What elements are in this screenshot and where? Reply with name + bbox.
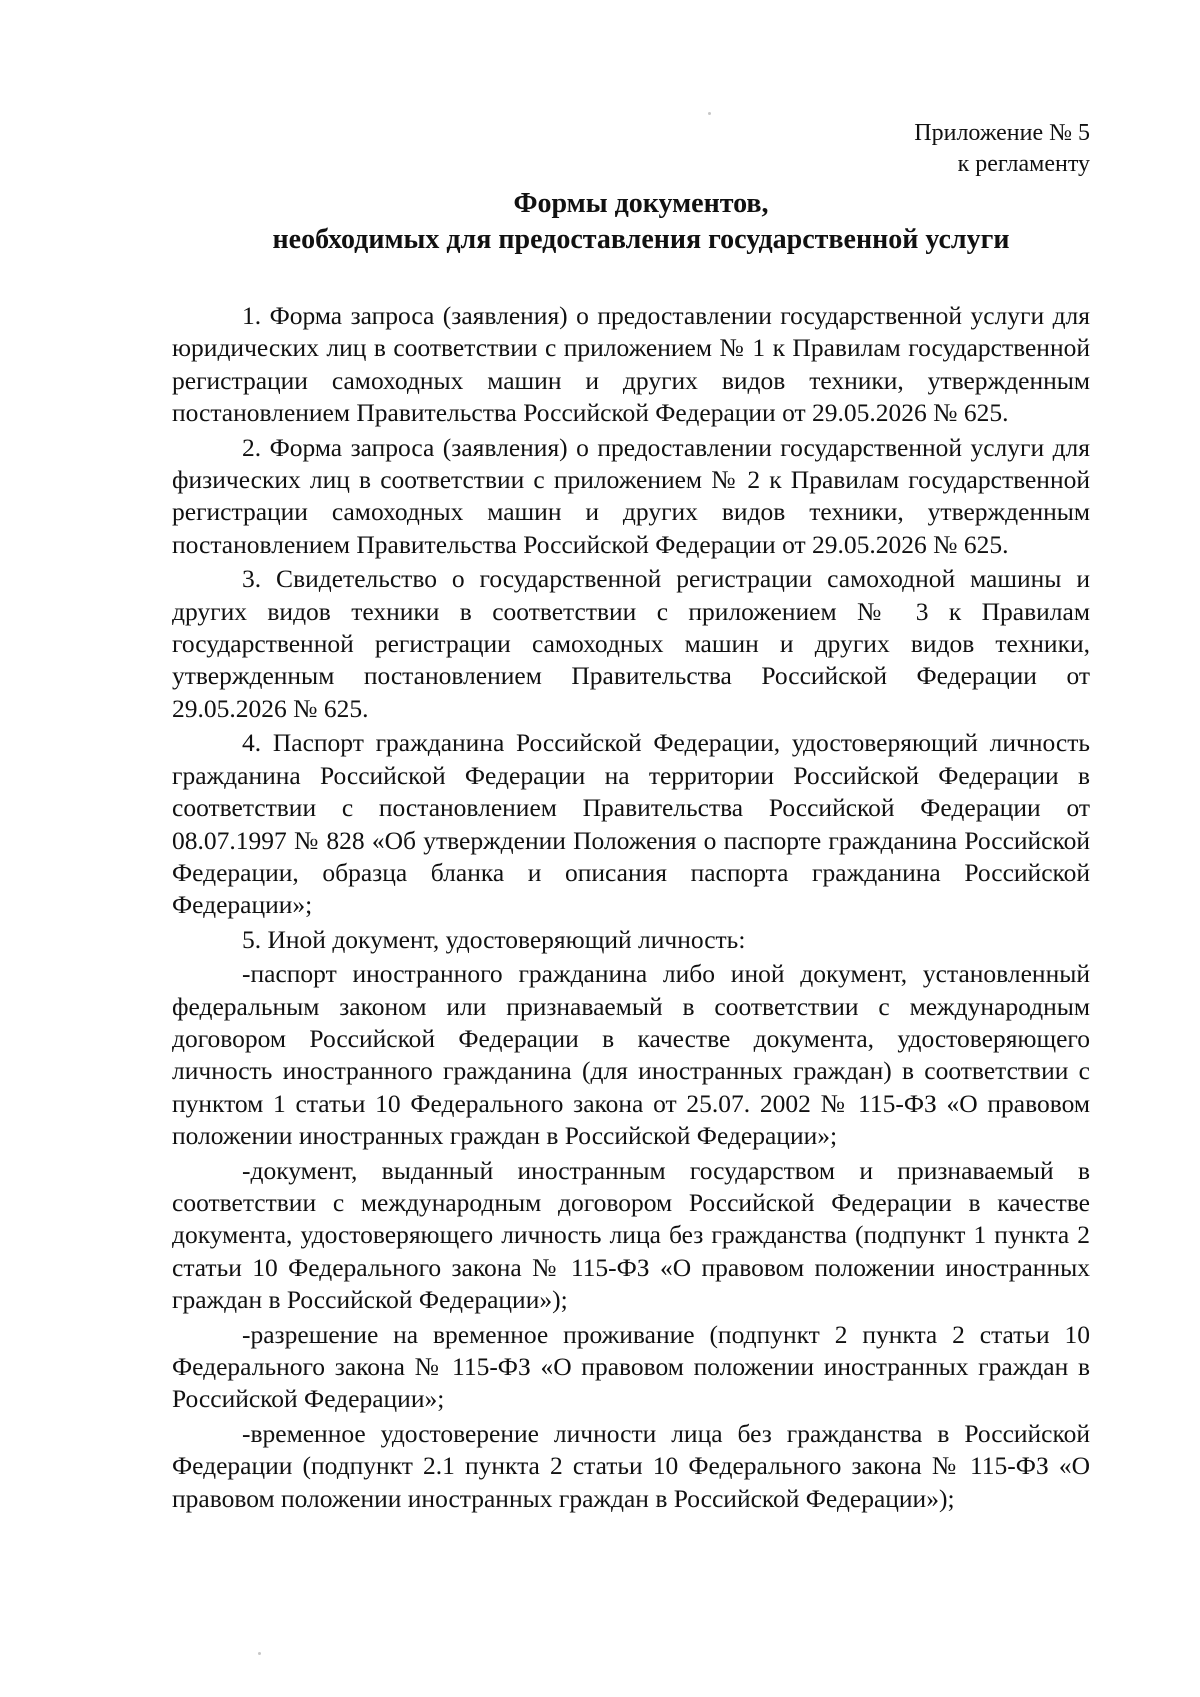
paragraph-7: -документ, выданный иностранным государством и признаваемый в соответствии с международным договором Российской Федерации в качестве документа, удостоверяющего личность лица без гражданства (подпункт 1 пункта 2 статьи 10 Федерального закона № 115-ФЗ «О правовом положении иностранных граждан в Российской Федерации»); bbox=[172, 1155, 1090, 1315]
paragraph-1: 1. Форма запроса (заявления) о предоставлении государственной услуги для юридических лиц в соответствии с приложением № 1 к Правилам государственной регистрации самоходных машин и других видов техники, утвержденным постановлением Правительства Российской Федерации от 29.05.2026 № 625. bbox=[172, 301, 1090, 428]
scan-speck bbox=[258, 1652, 261, 1655]
paragraph-3: 3. Свидетельство о государственной регистрации самоходной машины и других видов техники в соответствии с приложением № 3 к Правилам государственной регистрации самоходных машин и других видов техники, утвержденным постановлением Правительства Российской Федерации от 29.05.2026 № 625. bbox=[172, 564, 1090, 723]
annex-regulation: к регламенту bbox=[957, 151, 1090, 177]
scan-speck bbox=[708, 112, 711, 115]
paragraph-4: 4. Паспорт гражданина Российской Федерации, удостоверяющий личность гражданина Российской Федерации на территории Российской Федерации в соответствии с постановлением Правительства Российской Федерации от 08.07.1997 № 828 «Об утверждении Положения о паспорте гражданина Российской Федерации, образца бланка и описания паспорта гражданина Российской Федерации»; bbox=[172, 728, 1090, 920]
paragraph-2: 2. Форма запроса (заявления) о предоставлении государственной услуги для физических лиц в соответствии с приложением № 2 к Правилам государственной регистрации самоходных машин и других видов техники, утвержденным постановлением Правительства Российской Федерации от 29.05.2026 № 625. bbox=[172, 432, 1090, 559]
paragraph-5: 5. Иной документ, удостоверяющий личность: bbox=[242, 924, 746, 954]
paragraph-6: -паспорт иностранного гражданина либо иной документ, установленный федеральным законом или признаваемый в соответствии с международным договором Российской Федерации в качестве документа, удостоверяющего личность иностранного гражданина (для иностранных граждан) в соответствии с пунктом 1 статьи 10 Федерального закона от 25.07. 2002 № 115-ФЗ «О правовом положении иностранных граждан в Российской Федерации»; bbox=[172, 959, 1090, 1151]
annex-number: Приложение № 5 bbox=[914, 120, 1090, 146]
title-line-1: Формы документов, bbox=[513, 188, 769, 219]
annex-reference bbox=[914, 118, 1090, 180]
paragraph-9: -временное удостоверение личности лица без гражданства в Российской Федерации (подпункт 2.1 пункта 2 статьи 10 Федерального закона № 115-ФЗ «О правовом положении иностранных граждан в Российской Федерации»); bbox=[172, 1418, 1090, 1513]
title-line-2: необходимых для предоставления государственной услуги bbox=[272, 224, 1010, 255]
paragraph-8: -разрешение на временное проживание (подпункт 2 пункта 2 статьи 10 Федерального закона № 115-ФЗ «О правовом положении иностранных граждан в Российской Федерации»; bbox=[172, 1319, 1090, 1414]
document-body bbox=[172, 300, 1090, 1515]
document-title bbox=[172, 186, 1090, 258]
